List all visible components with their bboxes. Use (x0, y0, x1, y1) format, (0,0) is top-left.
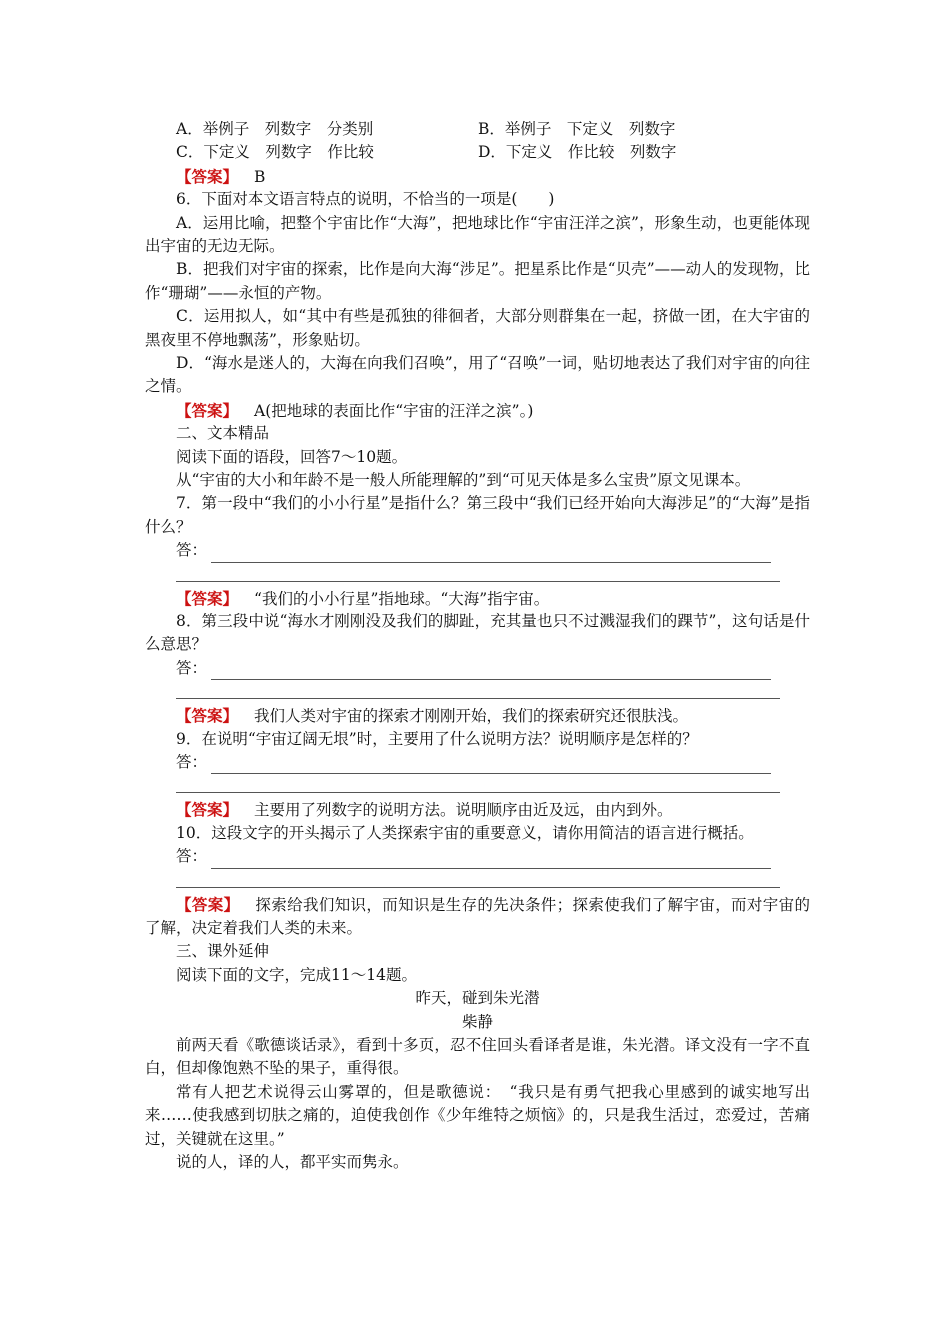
answer-line[interactable] (211, 759, 771, 774)
q6-option-c: C．运用拟人，如“其中有些是孤独的徘徊者，大部分则群集在一起，挤做一团，在大宇宙的黑夜里不停地飘荡”，形象贴切。 (145, 307, 810, 349)
article-paragraph-1: 前两天看《歌德谈话录》，看到十多页，忍不住回头看译者是谁，朱光潜。译文没有一字不直白，但却像饱熟不坠的果子，重得很。 (145, 1035, 810, 1078)
q5-options-row-1 (145, 118, 810, 141)
answer-line[interactable] (176, 680, 780, 699)
answer-prefix: 答： (176, 658, 208, 677)
answer-line[interactable] (176, 869, 780, 888)
answer-prefix: 答： (176, 752, 208, 771)
answer-prefix: 答： (176, 847, 208, 866)
q5-option-b: B．举例子 下定义 列数字 (478, 120, 676, 138)
section-2-source: 从“宇宙的大小和年龄不是一般人所能理解的”到“可见天体是多么宝贵”原文见课本。 (176, 470, 751, 489)
article-title: 昨天，碰到朱光潜 (415, 989, 540, 1008)
q5-answer-text: B (254, 167, 266, 186)
document-page (145, 118, 810, 1174)
q8-answer (145, 704, 810, 727)
answer-label: 【答案】 (176, 894, 240, 914)
answer-line[interactable] (211, 854, 771, 869)
article-paragraph-2: 常有人把艺术说得云山雾罩的，但是歌德说： “我只是有勇气把我心里感到的诚实地写出来……使我感到切肤之痛的，迫使我创作《少年维特之烦恼》的，只是我生活过，恋爱过，苦痛过，关键就在这里。” (145, 1082, 810, 1148)
answer-line[interactable] (211, 548, 771, 563)
q9-answer (145, 798, 810, 821)
q10-stem: 10．这段文字的开头揭示了人类探索宇宙的重要意义，请你用简洁的语言进行概括。 (176, 823, 754, 842)
q8-stem: 8．第三段中说“海水才刚刚没及我们的脚趾，充其量也只不过溅湿我们的踝节”，这句话是什么意思？ (145, 611, 810, 654)
q7-stem: 7．第一段中“我们的小小行星”是指什么？第三段中“我们已经开始向大海涉足”的“大海”是指什么？ (145, 494, 810, 536)
answer-label: 【答案】 (176, 166, 239, 186)
section-2-heading: 二、文本精品 (176, 424, 270, 443)
section-3-instruction: 阅读下面的文字，完成11～14题。 (176, 965, 417, 984)
answer-label: 【答案】 (176, 588, 239, 608)
q10-answer-blank (145, 845, 810, 868)
section-2-instruction: 阅读下面的语段，回答7～10题。 (176, 447, 408, 466)
q9-answer-text: 主要用了列数字的说明方法。说明顺序由近及远，由内到外。 (254, 801, 673, 820)
q6-option-a: A．运用比喻，把整个宇宙比作“大海”，把地球比作“宇宙汪洋之滨”，形象生动，也更能体现出宇宙的无边无际。 (145, 213, 810, 255)
article-paragraph-3: 说的人，译的人，都平实而隽永。 (176, 1152, 409, 1171)
q6-answer (145, 399, 810, 422)
q9-stem: 9．在说明“宇宙辽阔无垠”时，主要用了什么说明方法？说明顺序是怎样的？ (176, 729, 698, 748)
q5-answer (145, 165, 810, 188)
q5-option-d: D．下定义 作比较 列数字 (478, 143, 677, 162)
section-3-heading: 三、课外延伸 (176, 942, 270, 961)
q5-option-c: C．下定义 列数字 作比较 (176, 143, 374, 162)
answer-label: 【答案】 (176, 706, 239, 726)
q8-answer-blank (145, 657, 810, 680)
answer-label: 【答案】 (176, 400, 239, 420)
q5-option-a: A．举例子 列数字 分类别 (176, 120, 374, 138)
q6-option-d: D．“海水是迷人的，大海在向我们召唤”，用了“召唤”一词，贴切地表达了我们对宇宙的向往之情。 (145, 354, 810, 396)
answer-line[interactable] (211, 665, 771, 680)
answer-line[interactable] (176, 774, 780, 793)
q5-options-row-2 (145, 141, 810, 164)
article-author: 柴静 (461, 1012, 493, 1031)
q7-answer (145, 587, 810, 610)
q6-answer-text: A(把地球的表面比作“宇宙的汪洋之滨”。) (254, 401, 534, 420)
answer-prefix: 答： (176, 541, 208, 560)
q7-answer-blank (145, 539, 810, 562)
q7-answer-text: “我们的小小行星”指地球。“大海”指宇宙。 (254, 589, 550, 608)
q6-stem: 6．下面对本文语言特点的说明，不恰当的一项是( ) (176, 190, 555, 209)
q8-answer-text: 我们人类对宇宙的探索才刚刚开始，我们的探索研究还很肤浅。 (254, 707, 689, 726)
answer-line[interactable] (176, 563, 780, 582)
q10-answer-text: 探索给我们知识，而知识是生存的先决条件；探索使我们了解宇宙，而对宇宙的了解，决定着我们人类的未来。 (145, 895, 810, 937)
q6-option-b: B．把我们对宇宙的探索，比作是向大海“涉足”。把星系比作是“贝壳”——动人的发现物，比作“珊瑚”——永恒的产物。 (145, 260, 810, 302)
q10-answer (145, 893, 810, 941)
answer-label: 【答案】 (176, 800, 239, 820)
q9-answer-blank (145, 751, 810, 774)
